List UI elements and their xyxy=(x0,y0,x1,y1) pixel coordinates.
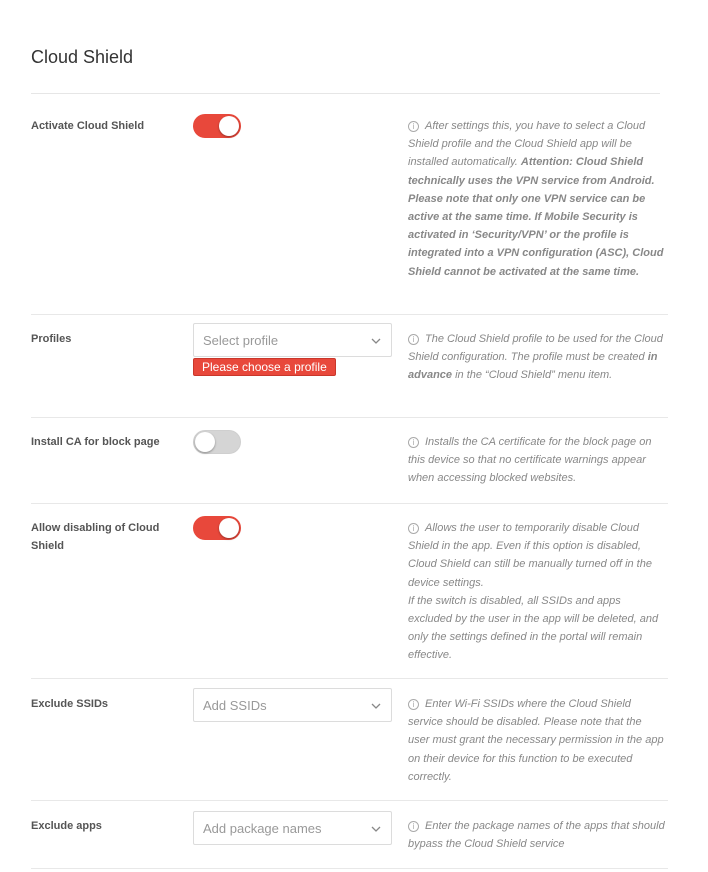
help-text: Enter the package names of the apps that should bypass the Cloud Shield service xyxy=(408,820,665,851)
activate-cloud-shield-help xyxy=(408,117,666,281)
allow-disabling-toggle[interactable] xyxy=(193,516,241,540)
help-text: The Cloud Shield profile to be used for the Cloud Shield configuration. The profile must be created xyxy=(408,333,663,364)
apps-select[interactable] xyxy=(193,811,392,845)
chevron-down-icon xyxy=(370,823,382,835)
apps-select-placeholder: Add package names xyxy=(203,821,322,836)
row-profiles xyxy=(31,330,668,410)
row-divider xyxy=(31,868,668,869)
exclude-apps-label: Exclude apps xyxy=(31,820,102,832)
row-divider xyxy=(31,678,668,679)
ssids-select[interactable] xyxy=(193,688,392,722)
help-text: If the switch is disabled, all SSIDs and apps excluded by the user in the app will be deleted, and only the settings defined in the portal will remain effective. xyxy=(408,594,659,662)
info-icon: i xyxy=(408,699,419,710)
chevron-down-icon xyxy=(370,335,382,347)
help-text: Installs the CA certificate for the block page on this device so that no certificate warnings appear when accessing blocked websites. xyxy=(408,436,652,485)
help-attention-text: Attention: Cloud Shield technically uses the VPN service from Android. Please note that only one VPN service can be active at the same time. If Mobile Security is activated in ‘Security/VPN’ or the profile is integrated into a VPN configuration (ASC), Cloud Shield cannot be activated at the same time. xyxy=(408,156,664,278)
profile-error-badge: Please choose a profile xyxy=(193,358,336,376)
help-bold-text: in advance xyxy=(408,351,658,382)
profiles-label: Profiles xyxy=(31,333,72,345)
exclude-ssids-help xyxy=(408,695,666,786)
title-divider xyxy=(31,93,660,94)
install-ca-label: Install CA for block page xyxy=(31,436,160,448)
allow-disabling-label: Allow disabling of Cloud Shield xyxy=(31,522,160,552)
install-ca-help xyxy=(408,433,666,488)
row-allow-disabling xyxy=(31,519,668,669)
install-ca-toggle[interactable] xyxy=(193,430,241,454)
page-title: Cloud Shield xyxy=(31,47,134,67)
allow-disabling-help xyxy=(408,519,666,665)
info-icon: i xyxy=(408,523,419,534)
exclude-apps-help xyxy=(408,817,666,853)
toggle-knob xyxy=(219,518,239,538)
activate-cloud-shield-label: Activate Cloud Shield xyxy=(31,120,145,132)
help-text: Enter Wi-Fi SSIDs where the Cloud Shield service should be disabled. Please note that the user must grant the necessary permission in the app on their device for this function to be executed correctly. xyxy=(408,698,664,783)
row-divider xyxy=(31,800,668,801)
row-install-ca xyxy=(31,433,668,493)
ssids-select-placeholder: Add SSIDs xyxy=(203,698,267,713)
profiles-help xyxy=(408,330,666,385)
info-icon: i xyxy=(408,437,419,448)
row-activate-cloud-shield xyxy=(31,117,668,302)
activate-cloud-shield-toggle[interactable] xyxy=(193,114,241,138)
help-text: in the “Cloud Shield” menu item. xyxy=(455,369,613,382)
info-icon: i xyxy=(408,821,419,832)
row-divider xyxy=(31,503,668,504)
toggle-knob xyxy=(195,432,215,452)
row-divider xyxy=(31,314,668,315)
info-icon: i xyxy=(408,334,419,345)
help-text: Allows the user to temporarily disable Cloud Shield in the app. Even if this option is disabled, Cloud Shield can still be manually turned off in the device settings. xyxy=(408,522,652,589)
profile-select-placeholder: Select profile xyxy=(203,333,279,348)
profile-select[interactable] xyxy=(193,323,392,357)
exclude-ssids-label: Exclude SSIDs xyxy=(31,698,109,710)
row-divider xyxy=(31,417,668,418)
chevron-down-icon xyxy=(370,700,382,712)
row-exclude-apps xyxy=(31,817,668,862)
help-text: After settings this, you have to select a Cloud Shield profile and the Cloud Shield app will be installed automatically. xyxy=(408,120,646,169)
toggle-knob xyxy=(219,116,239,136)
row-exclude-ssids xyxy=(31,695,668,790)
info-icon: i xyxy=(408,121,419,132)
